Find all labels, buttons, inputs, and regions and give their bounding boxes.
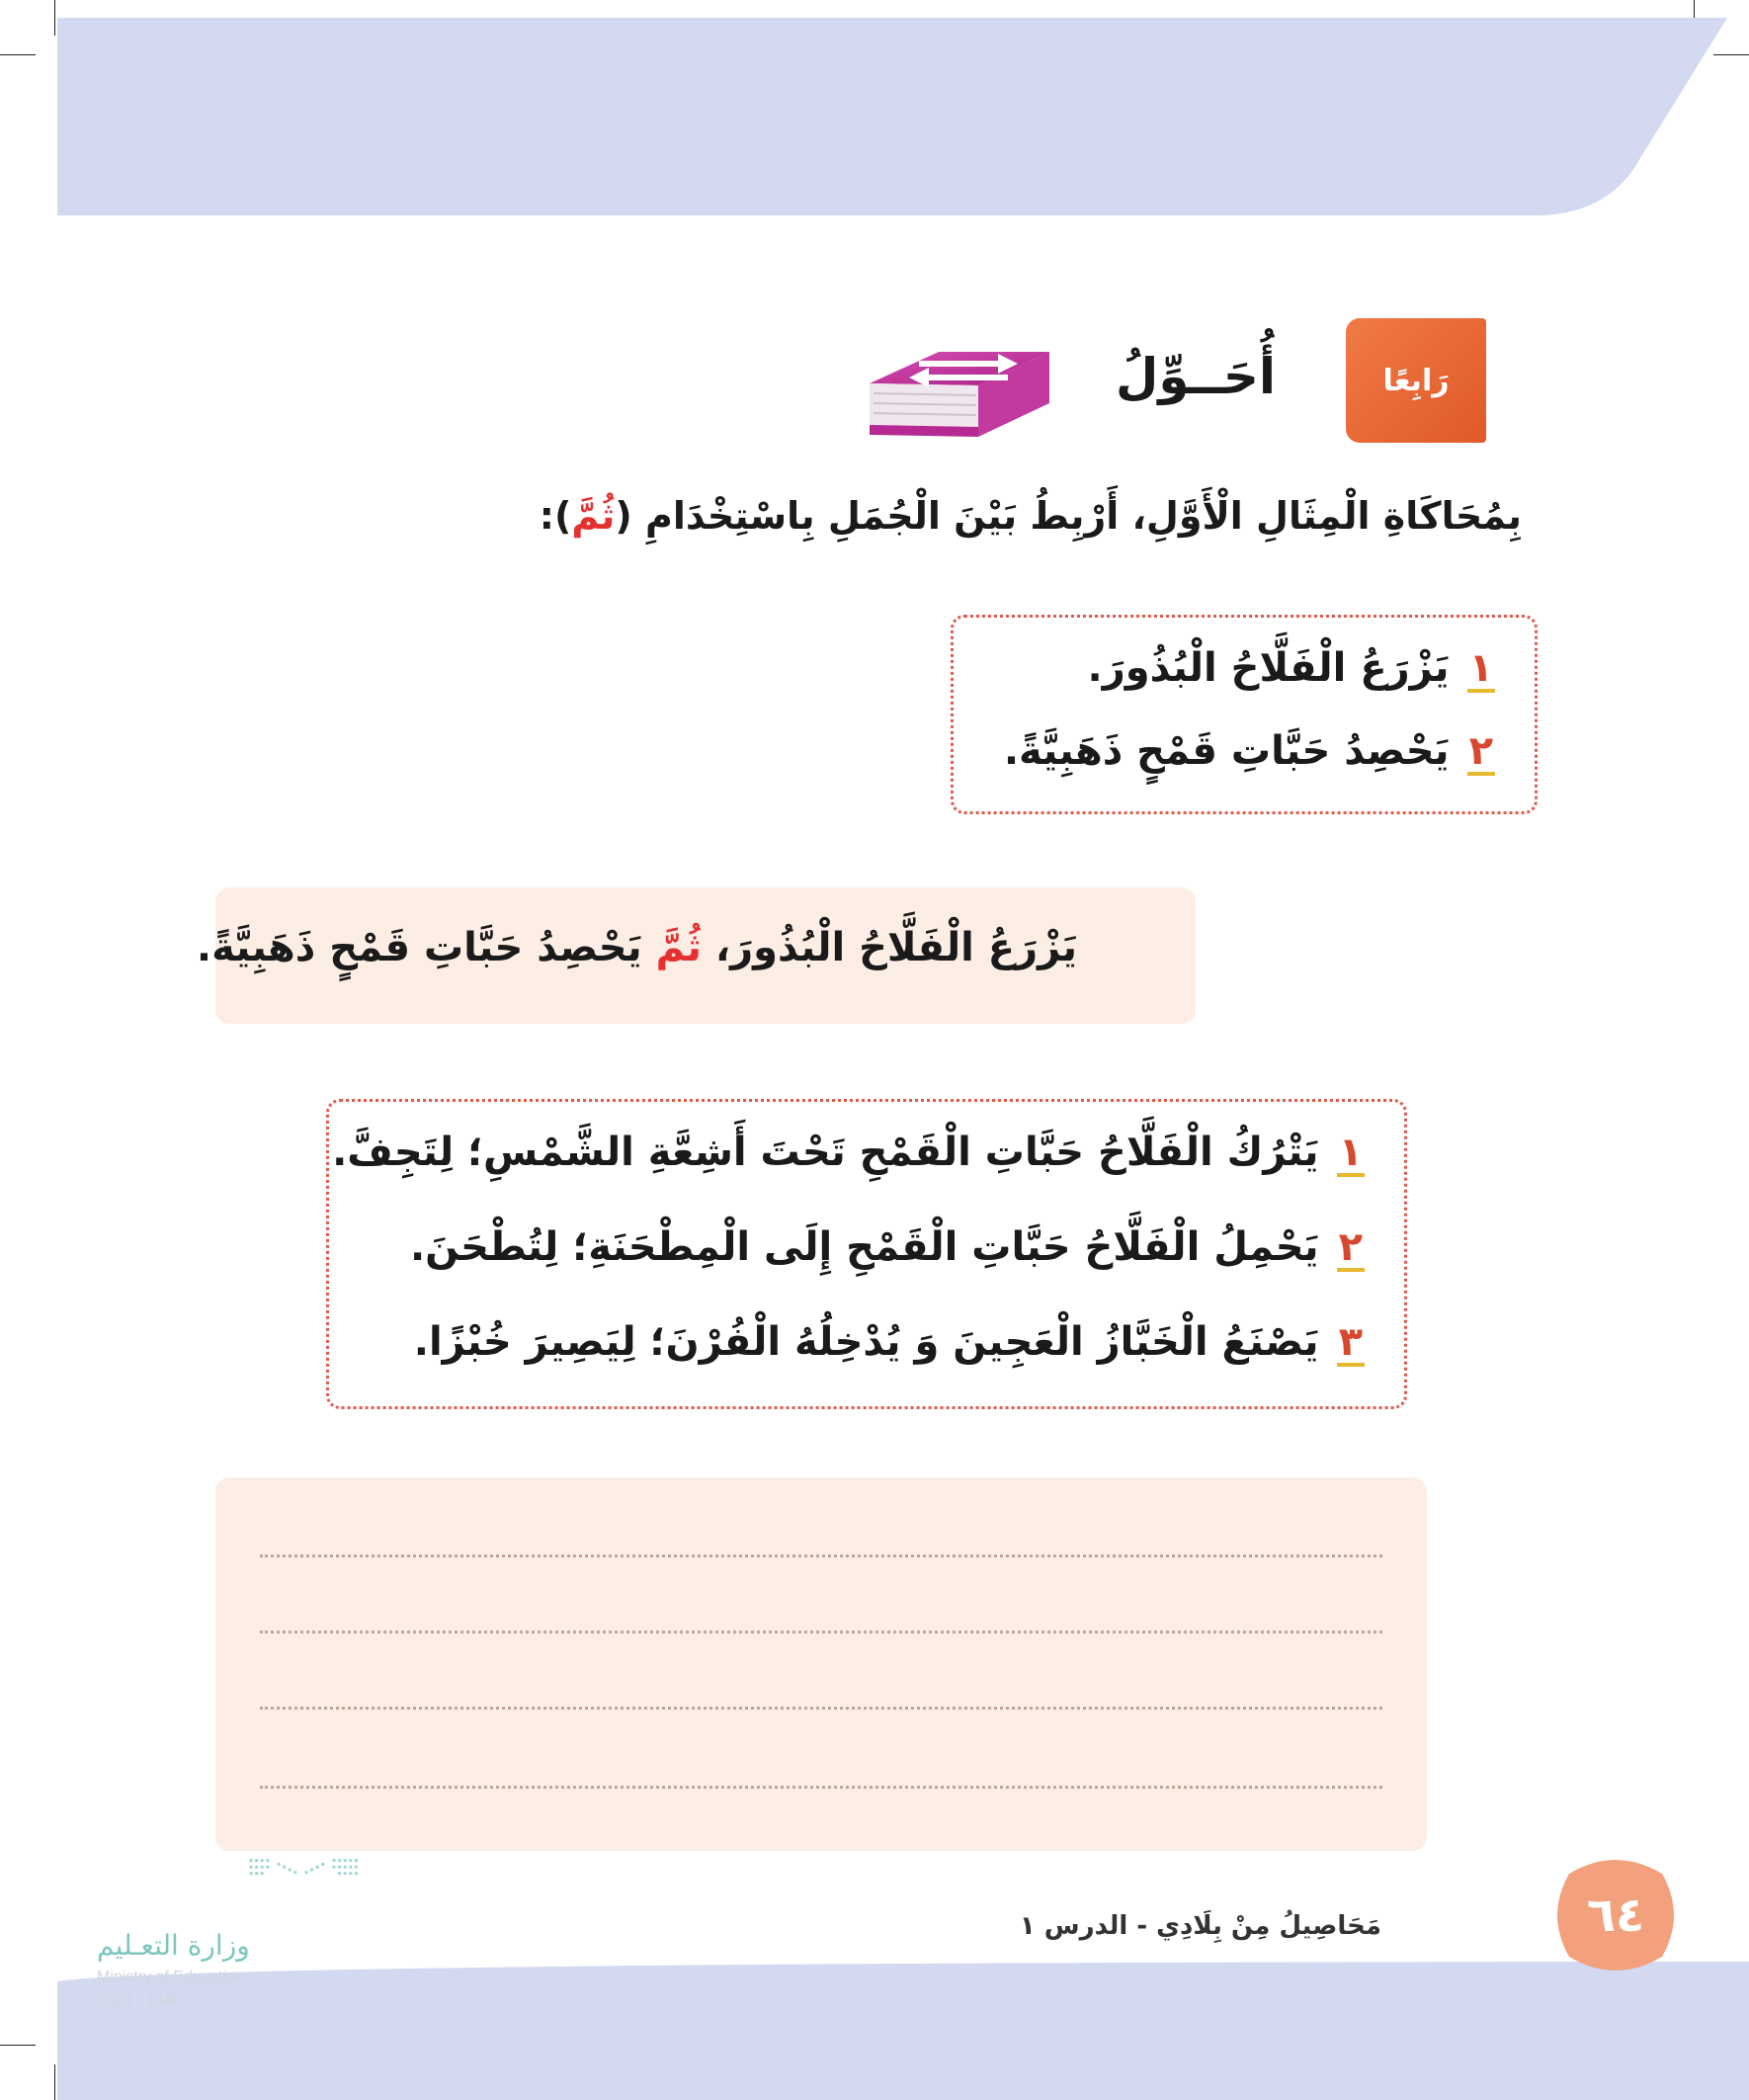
ministry-dots-logo bbox=[178, 1856, 435, 1925]
section-badge-label: رَابِعًا bbox=[1382, 363, 1450, 398]
header-band bbox=[0, 0, 1749, 217]
example-answer-text bbox=[197, 925, 1077, 970]
page-number: ٦٤ bbox=[1586, 1888, 1645, 1943]
lesson-label: مَحَاصِيلُ مِنْ بِلَادِي - الدرس ١ bbox=[1019, 1911, 1381, 1941]
writing-line[interactable] bbox=[260, 1707, 1382, 1710]
list-item bbox=[1004, 728, 1495, 776]
item-text: يَزْرَعُ الْفَلَّاحُ الْبُذُورَ. bbox=[1087, 645, 1450, 691]
answer-keyword: ثُمَّ bbox=[655, 925, 702, 970]
item-text: يَحْمِلُ الْفَلَّاحُ حَبَّاتِ الْقَمْحِ إِلَى الْمِطْحَنَةِ؛ لِتُطْحَنَ. bbox=[409, 1224, 1319, 1270]
section-badge bbox=[1346, 318, 1486, 443]
instruction-after: ): bbox=[539, 494, 572, 538]
item-number: ٢ bbox=[1468, 728, 1493, 774]
section-title: أُحَــوِّلُ bbox=[1115, 348, 1277, 405]
example-answer-box bbox=[196, 887, 1196, 1024]
writing-line[interactable] bbox=[260, 1786, 1382, 1789]
item-text: يَحْصِدُ حَبَّاتِ قَمْحٍ ذَهَبِيَّةً. bbox=[1003, 728, 1450, 774]
list-item bbox=[410, 1224, 1365, 1272]
instruction-keyword: ثُمَّ bbox=[571, 494, 616, 538]
answer-writing-area[interactable] bbox=[215, 1477, 1427, 1851]
example-sentences-box bbox=[951, 615, 1538, 814]
list-item bbox=[414, 1319, 1365, 1367]
item-text: يَصْنَعُ الْخَبَّازُ الْعَجِينَ وَ يُدْخِلُهُ الْفُرْنَ؛ لِيَصِيرَ خُبْزًا. bbox=[413, 1319, 1319, 1365]
list-item bbox=[1088, 645, 1496, 693]
exercise-sentences-box bbox=[326, 1099, 1407, 1409]
writing-line[interactable] bbox=[260, 1631, 1382, 1634]
ministry-year: 2024 - 1446 bbox=[97, 1992, 182, 2009]
answer-part2: يَحْصِدُ حَبَّاتِ قَمْحٍ ذَهَبِيَّةً. bbox=[196, 925, 642, 970]
footer-band bbox=[0, 1962, 1749, 2100]
item-number: ١ bbox=[1468, 645, 1493, 691]
item-text: يَتْرُكُ الْفَلَّاحُ حَبَّاتِ الْقَمْحِ تَحْتَ أَشِعَّةِ الشَّمْسِ؛ لِتَجِفَّ. bbox=[332, 1130, 1319, 1175]
answer-part1: يَزْرَعُ الْفَلَّاحُ الْبُذُورَ، bbox=[714, 925, 1077, 970]
item-number: ١ bbox=[1338, 1130, 1363, 1175]
writing-line[interactable] bbox=[260, 1554, 1382, 1557]
list-item bbox=[332, 1130, 1365, 1177]
item-number: ٣ bbox=[1338, 1319, 1363, 1365]
instruction-before: بِمُحَاكَاةِ الْمِثَالِ الْأَوَّلِ، أَرْبِطُ بَيْنَ الْجُمَلِ بِاسْتِخْدَامِ ( bbox=[615, 494, 1522, 538]
instruction-text bbox=[296, 494, 1522, 563]
item-number: ٢ bbox=[1338, 1224, 1363, 1270]
book-arrows-icon bbox=[860, 346, 1057, 455]
ministry-name-en: Ministry of Education bbox=[97, 1969, 244, 1985]
ministry-name-ar: وزارة التعـليم bbox=[97, 1929, 250, 1962]
